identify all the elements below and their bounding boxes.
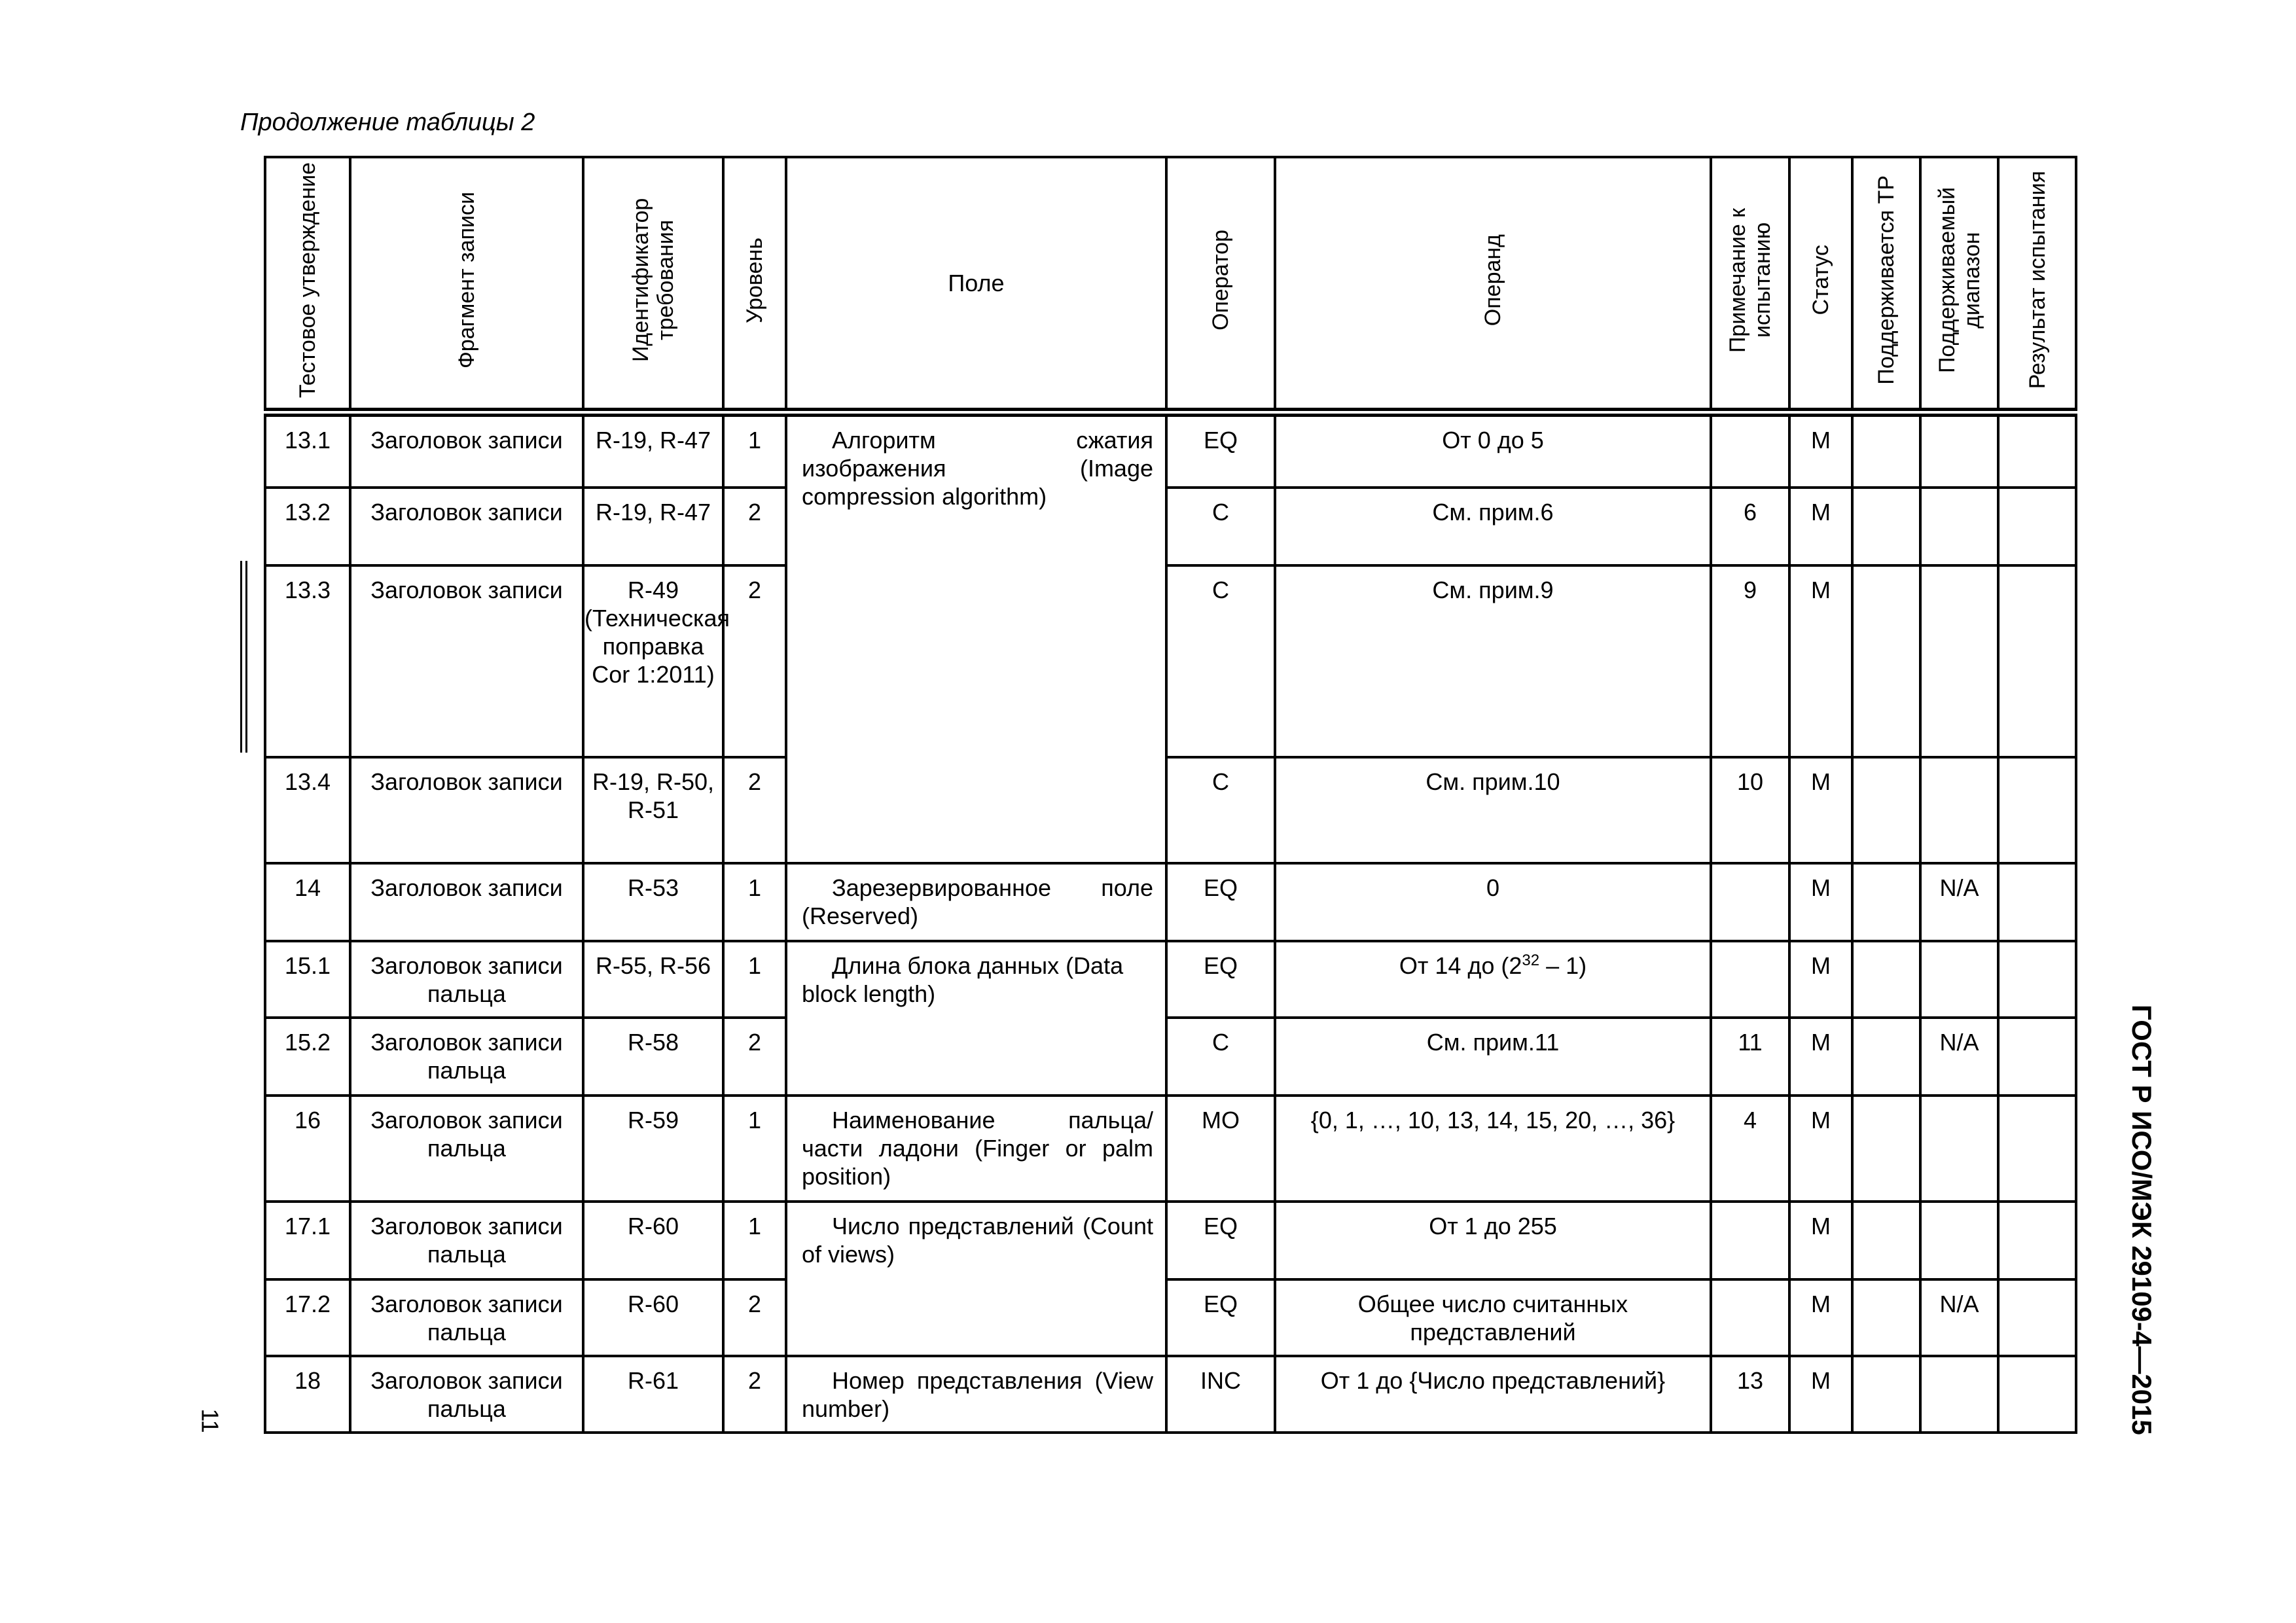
operator-cell: C: [1166, 1018, 1275, 1096]
test-assertion-cell: 13.4: [265, 757, 350, 863]
field-cell: Наименование пальца/ части ладони (Finger or palm position): [786, 1096, 1166, 1202]
record-fragment-cell: Заголовок записи пальца: [350, 1279, 583, 1356]
operand-cell: [1275, 941, 1711, 1018]
test-assertion-cell: 16: [265, 1096, 350, 1202]
column-header: [1920, 157, 1998, 412]
test-assertion-cell: 18: [265, 1356, 350, 1433]
level-cell: 1: [723, 863, 786, 941]
test-assertion-cell: 13.3: [265, 565, 350, 757]
operator-cell: C: [1166, 757, 1275, 863]
operand-part: – 1): [1539, 952, 1587, 979]
supported-tp-cell: [1852, 1202, 1920, 1279]
supported-range-cell: N/A: [1920, 1018, 1998, 1096]
operator-cell: EQ: [1166, 941, 1275, 1018]
test-note-cell: 6: [1711, 488, 1789, 565]
record-fragment-cell: Заголовок записи пальца: [350, 1018, 583, 1096]
field-cell: Число представлений (Count of views): [786, 1202, 1166, 1356]
operator-cell: EQ: [1166, 412, 1275, 488]
supported-range-cell: N/A: [1920, 863, 1998, 941]
table-row: [265, 1279, 2076, 1356]
table-row: [265, 488, 2076, 565]
test-result-cell: [1998, 1096, 2076, 1202]
column-header-label: Поддерживается ТР: [1874, 175, 1899, 385]
operator-cell: C: [1166, 488, 1275, 565]
supported-range-cell: [1920, 565, 1998, 757]
field-cell: Длина блока данных (Data block length): [786, 941, 1166, 1096]
supported-tp-cell: [1852, 1356, 1920, 1433]
test-assertion-cell: 17.1: [265, 1202, 350, 1279]
test-note-cell: [1711, 1279, 1789, 1356]
supported-range-cell: [1920, 941, 1998, 1018]
record-fragment-cell: Заголовок записи: [350, 412, 583, 488]
column-header: [1998, 157, 2076, 412]
supported-range-cell: [1920, 1202, 1998, 1279]
status-cell: M: [1789, 1018, 1852, 1096]
status-cell: M: [1789, 1279, 1852, 1356]
test-note-cell: [1711, 863, 1789, 941]
table-caption: Продолжение таблицы 2: [240, 109, 535, 136]
status-cell: M: [1789, 565, 1852, 757]
record-fragment-cell: Заголовок записи: [350, 757, 583, 863]
field-cell: Зарезервированное поле (Reserved): [786, 863, 1166, 941]
test-assertion-cell: 14: [265, 863, 350, 941]
column-header-label: Статус: [1808, 245, 1833, 315]
record-fragment-cell: Заголовок записи: [350, 565, 583, 757]
column-header-label: Оператор: [1208, 230, 1233, 330]
column-header-label: Фрагмент записи: [454, 191, 479, 369]
document-designation: ГОСТ Р ИСО/МЭК 29109-4—2015: [2126, 1005, 2157, 1435]
record-fragment-cell: Заголовок записи пальца: [350, 1096, 583, 1202]
operand-cell: От 1 до {Число представлений}: [1275, 1356, 1711, 1433]
column-header: [723, 157, 786, 412]
operator-cell: C: [1166, 565, 1275, 757]
operand-cell: См. прим.11: [1275, 1018, 1711, 1096]
column-header: [350, 157, 583, 412]
column-header: [1711, 157, 1789, 412]
test-result-cell: [1998, 1279, 2076, 1356]
record-fragment-cell: Заголовок записи пальца: [350, 1356, 583, 1433]
status-cell: M: [1789, 488, 1852, 565]
test-note-cell: 4: [1711, 1096, 1789, 1202]
record-fragment-cell: Заголовок записи пальца: [350, 941, 583, 1018]
table-row: [265, 412, 2076, 488]
operator-cell: EQ: [1166, 863, 1275, 941]
operand-part: От 14 до (2: [1399, 952, 1522, 979]
level-cell: 2: [723, 757, 786, 863]
status-cell: M: [1789, 941, 1852, 1018]
requirements-table: [264, 156, 2077, 1434]
requirement-id-cell: R-59: [583, 1096, 723, 1202]
column-header-label: Поле: [948, 270, 1005, 296]
level-cell: 2: [723, 565, 786, 757]
requirement-id-cell: R-19, R-50, R-51: [583, 757, 723, 863]
requirement-id-cell: R-53: [583, 863, 723, 941]
operator-cell: INC: [1166, 1356, 1275, 1433]
supported-range-cell: N/A: [1920, 1279, 1998, 1356]
table-row: [265, 565, 2076, 757]
supported-tp-cell: [1852, 488, 1920, 565]
supported-range-cell: [1920, 1356, 1998, 1433]
operator-cell: EQ: [1166, 1279, 1275, 1356]
page-number: 11: [196, 1408, 224, 1433]
level-cell: 2: [723, 1356, 786, 1433]
test-result-cell: [1998, 863, 2076, 941]
status-cell: M: [1789, 863, 1852, 941]
column-header: [1789, 157, 1852, 412]
test-assertion-cell: 15.1: [265, 941, 350, 1018]
table-row: [265, 1096, 2076, 1202]
table-row: [265, 863, 2076, 941]
operand-cell: От 1 до 255: [1275, 1202, 1711, 1279]
test-assertion-cell: 15.2: [265, 1018, 350, 1096]
supported-tp-cell: [1852, 1279, 1920, 1356]
level-cell: 2: [723, 488, 786, 565]
operator-cell: MO: [1166, 1096, 1275, 1202]
supported-tp-cell: [1852, 1018, 1920, 1096]
test-note-cell: 10: [1711, 757, 1789, 863]
table-row: [265, 757, 2076, 863]
column-header: [265, 157, 350, 412]
level-cell: 1: [723, 941, 786, 1018]
status-cell: M: [1789, 1096, 1852, 1202]
status-cell: M: [1789, 412, 1852, 488]
test-note-cell: [1711, 412, 1789, 488]
supported-range-cell: [1920, 1096, 1998, 1202]
requirement-id-cell: R-61: [583, 1356, 723, 1433]
test-result-cell: [1998, 757, 2076, 863]
supported-range-cell: [1920, 757, 1998, 863]
level-cell: 2: [723, 1279, 786, 1356]
requirement-id-cell: R-58: [583, 1018, 723, 1096]
column-header: [1275, 157, 1711, 412]
supported-range-cell: [1920, 412, 1998, 488]
test-note-cell: 9: [1711, 565, 1789, 757]
test-note-cell: 11: [1711, 1018, 1789, 1096]
requirement-id-cell: R-55, R-56: [583, 941, 723, 1018]
requirement-id-cell: R-19, R-47: [583, 412, 723, 488]
requirement-id-cell: R-60: [583, 1279, 723, 1356]
record-fragment-cell: Заголовок записи пальца: [350, 1202, 583, 1279]
supported-range-cell: [1920, 488, 1998, 565]
operand-cell: См. прим.9: [1275, 565, 1711, 757]
supported-tp-cell: [1852, 757, 1920, 863]
operand-cell: От 0 до 5: [1275, 412, 1711, 488]
column-header-label: Результат испытания: [2024, 171, 2050, 389]
table-row: [265, 941, 2076, 1018]
column-header-label: Операнд: [1480, 234, 1505, 327]
column-header-label: Тестовое утверждение: [295, 162, 320, 399]
status-cell: M: [1789, 1356, 1852, 1433]
column-header-label: Идентификатор требования: [628, 198, 678, 363]
test-result-cell: [1998, 1202, 2076, 1279]
table-row: [265, 1356, 2076, 1433]
requirement-id-cell: R-60: [583, 1202, 723, 1279]
field-cell: Номер представления (View number): [786, 1356, 1166, 1433]
change-bar: [240, 561, 242, 753]
level-cell: 1: [723, 1202, 786, 1279]
test-assertion-cell: 17.2: [265, 1279, 350, 1356]
operand-cell: Общее число считанных представлений: [1275, 1279, 1711, 1356]
change-bar: [245, 561, 247, 753]
column-header-label: Уровень: [742, 237, 767, 323]
operand-cell: 0: [1275, 863, 1711, 941]
operand-cell: См. прим.10: [1275, 757, 1711, 863]
supported-tp-cell: [1852, 412, 1920, 488]
test-note-cell: [1711, 941, 1789, 1018]
test-result-cell: [1998, 412, 2076, 488]
supported-tp-cell: [1852, 863, 1920, 941]
table-row: [265, 1018, 2076, 1096]
supported-tp-cell: [1852, 1096, 1920, 1202]
level-cell: 2: [723, 1018, 786, 1096]
test-assertion-cell: 13.1: [265, 412, 350, 488]
record-fragment-cell: Заголовок записи: [350, 488, 583, 565]
operand-cell: См. прим.6: [1275, 488, 1711, 565]
status-cell: M: [1789, 757, 1852, 863]
column-header: [786, 157, 1166, 412]
column-header-label: Примечание к испытанию: [1725, 207, 1775, 353]
test-note-cell: [1711, 1202, 1789, 1279]
test-result-cell: [1998, 1356, 2076, 1433]
column-header: [583, 157, 723, 412]
operand-part: 32: [1522, 952, 1540, 969]
field-cell: Алгоритм сжатия изображения (Image compression algorithm): [786, 412, 1166, 863]
requirement-id-cell: R-49 (Техническая поправка Cor 1:2011): [583, 565, 723, 757]
record-fragment-cell: Заголовок записи: [350, 863, 583, 941]
level-cell: 1: [723, 1096, 786, 1202]
test-result-cell: [1998, 488, 2076, 565]
test-note-cell: 13: [1711, 1356, 1789, 1433]
column-header: [1852, 157, 1920, 412]
requirement-id-cell: R-19, R-47: [583, 488, 723, 565]
operator-cell: EQ: [1166, 1202, 1275, 1279]
supported-tp-cell: [1852, 941, 1920, 1018]
test-assertion-cell: 13.2: [265, 488, 350, 565]
supported-tp-cell: [1852, 565, 1920, 757]
table-row: [265, 1202, 2076, 1279]
column-header-label: Поддерживаемый диапазон: [1934, 187, 1984, 374]
column-header: [1166, 157, 1275, 412]
level-cell: 1: [723, 412, 786, 488]
test-result-cell: [1998, 565, 2076, 757]
status-cell: M: [1789, 1202, 1852, 1279]
test-result-cell: [1998, 941, 2076, 1018]
operand-cell: {0, 1, …, 10, 13, 14, 15, 20, …, 36}: [1275, 1096, 1711, 1202]
test-result-cell: [1998, 1018, 2076, 1096]
